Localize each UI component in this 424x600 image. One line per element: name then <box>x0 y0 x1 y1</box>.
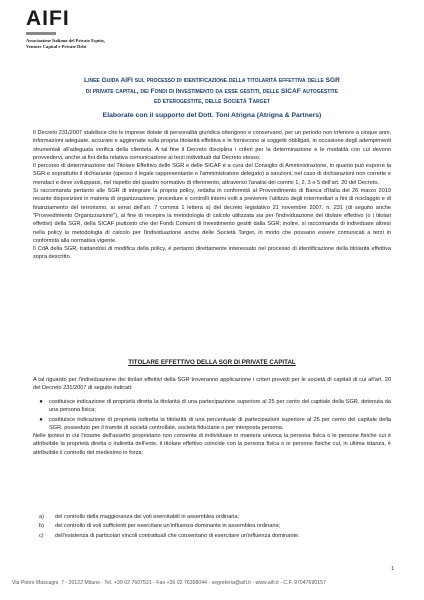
list-item-text: del controllo di voti sufficienti per esercitare un'influenza dominante in assemblea ordinaria; <box>55 523 281 530</box>
bullet-list <box>33 398 391 433</box>
list-item-text: dell'esistenza di particolari vincoli contrattuali che consentano di esercitare un'influenza dominante. <box>55 532 300 539</box>
list-item-marker: c) <box>39 532 44 539</box>
list-item <box>33 416 391 433</box>
aifi-logo <box>26 8 146 49</box>
bullet-icon: ● <box>39 416 43 423</box>
intro-paragraphs <box>33 129 391 262</box>
section-intro: A tal riguardo per l'individuazione dei titolari effettivi della SGR troveranno applicazione i criteri previsti per le società di capitali di cui all'art. 20 del Decreto 231/2007 di seguito indicati: <box>33 377 391 392</box>
paragraph: Il CdA della SGR, trattandosi di modifica della policy, è pertanto direttamente interessato nel processo di identificazione della titolarità effettiva sopra descritto. <box>33 246 391 261</box>
logo-underline-bar <box>26 32 56 35</box>
title-line: di private capital, dei Fondi di Investimento da esse gestiti, delle SICAF autogestite <box>85 87 339 95</box>
list-item-text: costituisce indicazione di proprietà indiretta la titolarità di una percentuale di partecipazioni superiore al 25 per cento del capitale della SGR, posseduto per il tramite di società controllate, società fiduciarie o per interposta persona. <box>49 416 391 431</box>
paragraph: Il percorso di determinazione del Titolare Effettivo delle SGR e delle SICAF è a cura del Consiglio di Amministrazione, in quanto può esporre la SGR e soprattutto il dichiarante (spesso il legale rappresentante o l'amministratore delegato) a sanzioni, nel caso di dichiarazioni non corrette e mendaci e deve svilupparsi, nel rispetto del quadro normativo di riferimento, attraverso l'analisi dei commi 1, 2, 3 e 5 dell'art. 20 del Decreto. <box>33 163 391 186</box>
control-paragraph <box>33 432 391 459</box>
page-number: 1 <box>391 566 395 572</box>
list-item <box>33 513 391 521</box>
section-heading: TITOLARE EFFETTIVO DELLA SGR DI PRIVATE CAPITAL <box>128 359 296 366</box>
footer-contact: Via Pietro Mascagni, 7 - 20122 Milano - Tel. +39 02 7607531 - Fax +39 02 76398044 - segreteria@aifi.it - www.aifi.it - C.F. 97047690157 <box>12 580 326 586</box>
list-item-marker: a) <box>39 514 44 520</box>
list-item <box>33 522 391 530</box>
list-item-text: costituisce indicazione di proprietà diretta la titolarità di una partecipazione superiore al 25 per cento del capitale della SGR, detenuta da una persona fisica; <box>49 399 391 414</box>
document-subtitle: Elaborate con il supporto del Dott. Toni Atrigna (Atrigna & Partners) <box>102 112 322 119</box>
logo-tagline-line: Venture Capital e Private Debt <box>26 43 87 49</box>
lettered-list <box>33 513 391 541</box>
list-item <box>33 398 391 415</box>
logo-tagline-line: Associazione Italiana del Private Equity, <box>26 38 106 43</box>
paragraph: Nelle ipotesi in cui l'esame dell'assetto proprietario non consenta di individuare in maniera univoca la persona fisica o le persone fisiche cui è attribuibile la proprietà diretta o indiretta dell'ente, il titolare effettivo coincide con la persona fisica o le persone fisiche cui, in ultima istanza, è attribuibile il controllo del medesimo in forza: <box>33 433 391 456</box>
paragraph: Il Decreto 231/2007 stabilisce che le imprese dotate di personalità giuridica ottengono e conservano, per un periodo non inferiore a cinque anni, informazioni adeguate, accurate e aggiornate sulla propria titolarità effettiva e le forniscono ai soggetti obbligati, in occasione degli adempimenti strumentali all'adeguata verifica della clientela. A tal fine il Decreto disciplina i criteri per la determinazione e le modalità con cui devono provvedervi, anche ai fini della relativa comunicazione ai terzi individuati dal Decreto stesso. <box>33 130 391 161</box>
bullet-icon: ● <box>39 399 43 405</box>
title-line: ed eterogestite, delle Società Target <box>154 98 270 105</box>
document-title <box>30 76 394 108</box>
title-line: Linee Guida AIFI sul processo di identificazione della titolarità effettiva delle SGR <box>84 77 340 84</box>
logo-wordmark: AIFI <box>26 7 70 30</box>
paragraph: Si raccomanda pertanto alle SGR di integrare la propria policy, redatta in conformità al Provvedimento di Banca d'Italia del 26 marzo 2019 recante disposizioni in materia di organizzazione, procedure e controlli interni volti a prevenire l'utilizzo degli intermediari a fini di riciclaggio e di finanziamento del terrorismo, ai sensi dell'art. 7 comma 1 lettera a) del decreto legislativo 21 novembre 2007, n. 231 (di seguito anche "Provvedimento Organizzazione"), al fine di recepire la metodologia di calcolo utilizzata sia per l'individuazione del titolare effettivo (o i titolari effettivi) della SGR, della SICAF piuttosto che dei Fondi Comuni di Investimento gestiti dalla SGR; inoltre, si raccomanda di individuare altresì nella policy la metodologia di calcolo per l'individuazione anche delle Società Target, in modo che possano essere comunicati a terzi in conformità alla normativa vigente. <box>33 188 391 244</box>
list-item-marker: b) <box>39 523 44 530</box>
list-item-text: del controllo della maggioranza dei voti esercitabili in assemblea ordinaria; <box>55 514 240 520</box>
list-item <box>33 532 391 540</box>
